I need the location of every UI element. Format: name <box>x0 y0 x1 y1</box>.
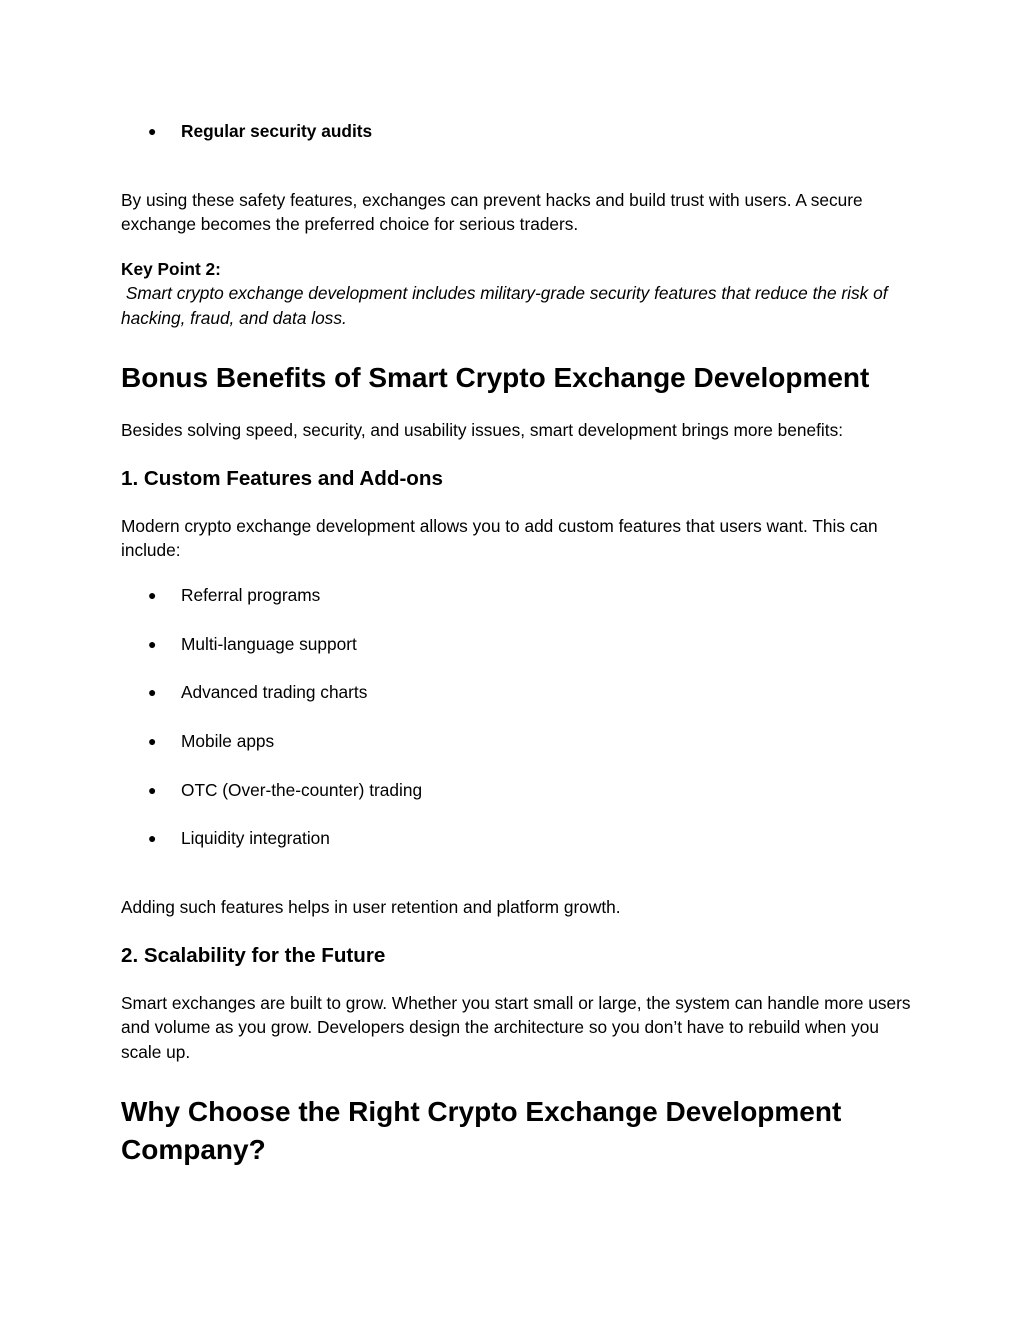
paragraph-bonus-intro: Besides solving speed, security, and usability issues, smart development brings more benefits: <box>121 420 844 440</box>
bullet-icon: ● <box>148 733 157 749</box>
bullet-icon: ● <box>148 636 157 652</box>
list-item-label: OTC (Over-the-counter) trading <box>181 780 423 800</box>
list-item-label: Multi-language support <box>181 634 357 654</box>
bullet-icon: ● <box>148 123 157 139</box>
list-item-label: Mobile apps <box>181 731 275 751</box>
list-item-label: Advanced trading charts <box>181 682 368 702</box>
key-point-label: Key Point 2: <box>121 259 221 279</box>
paragraph-safety: By using these safety features, exchanges can prevent hacks and build trust with users. A secure exchange becomes the preferred choice for serious traders. <box>121 190 863 235</box>
key-point-block <box>121 257 911 330</box>
bullet-icon: ● <box>148 782 157 798</box>
paragraph-scalability: Smart exchanges are built to grow. Whether you start small or large, the system can handle more users and volume as you grow. Developers design the architecture so you don’t have to rebuild when you scale up. <box>121 993 911 1062</box>
bullet-icon: ● <box>148 830 157 846</box>
subsection-heading-custom: 1. Custom Features and Add-ons <box>121 467 443 490</box>
paragraph-custom-outro: Adding such features helps in user retention and platform growth. <box>121 897 621 917</box>
subsection-heading-scalability: 2. Scalability for the Future <box>121 944 386 967</box>
section-heading-bonus: Bonus Benefits of Smart Crypto Exchange Development <box>121 362 870 393</box>
bullet-icon: ● <box>148 684 157 700</box>
list-item-label: Referral programs <box>181 585 321 605</box>
paragraph-custom-intro: Modern crypto exchange development allows you to add custom features that users want. This can include: <box>121 516 878 561</box>
list-item-label: Regular security audits <box>181 121 373 141</box>
list-item-label: Liquidity integration <box>181 828 330 848</box>
section-heading-why-choose: Why Choose the Right Crypto Exchange Development Company? <box>121 1096 842 1165</box>
bullet-icon: ● <box>148 587 157 603</box>
key-point-text: Smart crypto exchange development includes military-grade security features that reduce the risk of hacking, fraud, and data loss. <box>121 283 893 328</box>
